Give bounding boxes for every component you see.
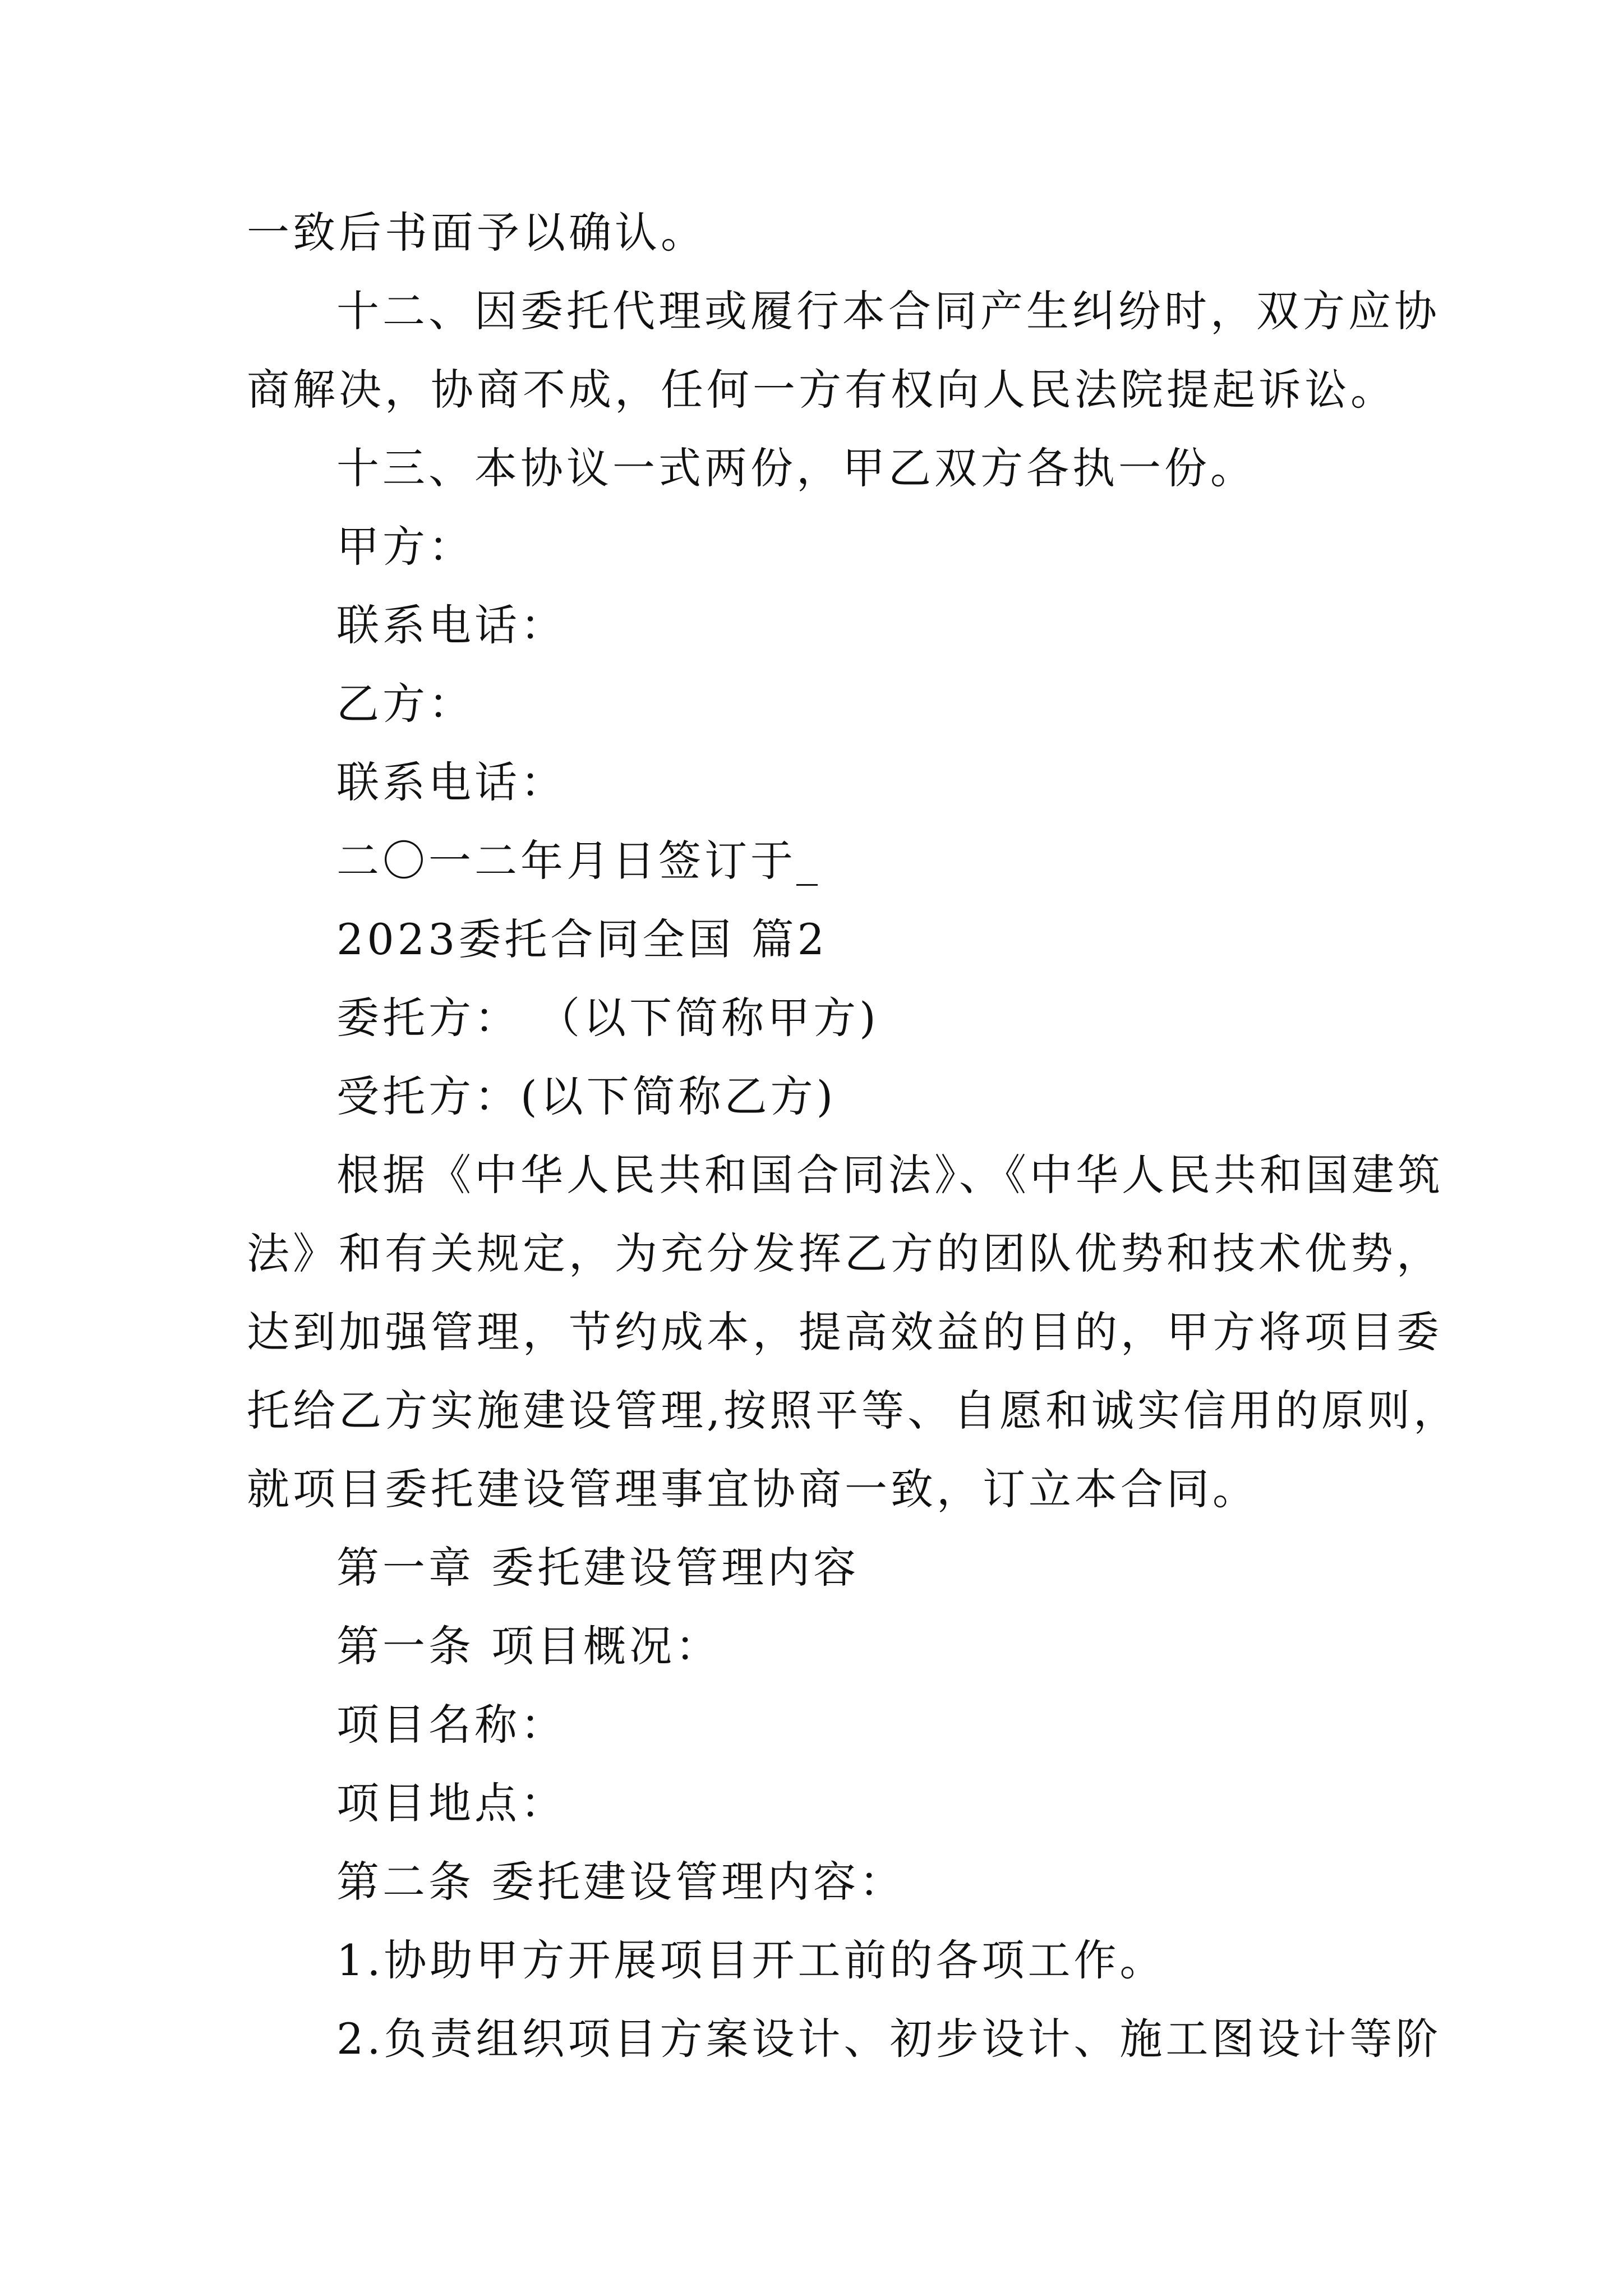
text-line: 2.负责组织项目方案设计、初步设计、施工图设计等阶: [336, 2014, 1442, 2064]
text-line: 达到加强管理，节约成本，提高效益的目的，甲方将项目委: [247, 1307, 1442, 1357]
text-line: 二〇一二年月日签订于_: [336, 836, 821, 886]
text-line: 联系电话：: [336, 757, 566, 807]
text-line: 法》和有关规定，为充分发挥乙方的团队优势和技术优势，: [247, 1228, 1442, 1278]
text-line: 就项目委托建设管理事宜协商一致，订立本合同。: [247, 1464, 1258, 1514]
text-line: 甲方：: [336, 522, 474, 572]
text-line: 乙方：: [336, 679, 474, 729]
text-line: 一致后书面予以确认。: [247, 208, 707, 257]
text-line: 委托方： （以下简称甲方): [336, 993, 879, 1043]
text-line: 项目地点：: [336, 1778, 566, 1828]
text-line: 联系电话：: [336, 600, 566, 650]
text-line: 受托方：(以下简称乙方): [336, 1071, 837, 1121]
text-line: 十二、因委托代理或履行本合同产生纠纷时，双方应协: [336, 286, 1440, 336]
article-heading: 第一条 项目概况：: [336, 1621, 722, 1671]
text-line: 根据《中华人民共和国合同法》、《中华人民共和国建筑: [336, 1150, 1444, 1200]
text-line: 托给乙方实施建设管理,按照平等、自愿和诚实信用的原则，: [247, 1386, 1460, 1435]
section-heading: 2023委托合同全国 篇2: [336, 914, 828, 964]
article-heading: 第二条 委托建设管理内容：: [336, 1857, 906, 1907]
text-line: 项目名称：: [336, 1700, 566, 1750]
text-line: 商解决，协商不成，任何一方有权向人民法院提起诉讼。: [247, 365, 1396, 415]
text-line: 十三、本协议一式两份，甲乙双方各执一份。: [336, 443, 1256, 493]
text-line: 1.协助甲方开展项目开工前的各项工作。: [336, 1935, 1166, 1985]
chapter-heading: 第一章 委托建设管理内容: [336, 1543, 860, 1593]
